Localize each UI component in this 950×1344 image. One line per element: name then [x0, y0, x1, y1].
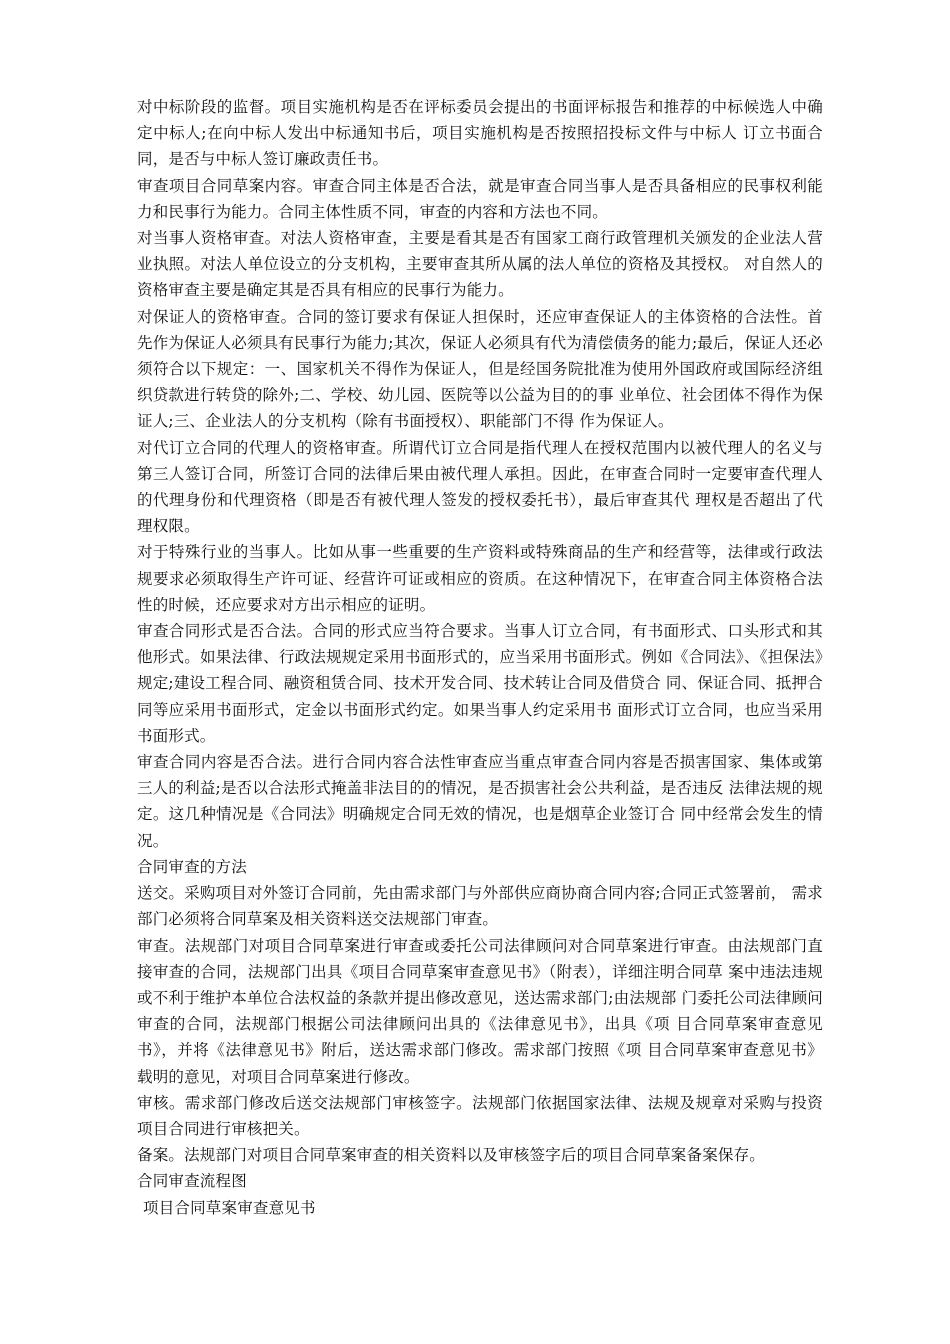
- paragraph-contract-form: 审查合同形式是否合法。合同的形式应当符合要求。当事人订立合同，有书面形式、口头形式和其他形式。如果法律、行政法规规定采用书面形式的，应当采用书面形式。例如《合同法》、《担保法》规定;建设工程合同、融资租赁合同、技术开发合同、技术转让合同及借贷合 同、保证合同、抵押合同等应采用书面形式，定金以书面形式约定。如果当事人约定采用书 面形式订立合同，也应当采用书面形式。: [137, 622, 823, 745]
- paragraph-party-qualification: 对当事人资格审查。对法人资格审查，主要是看其是否有国家工商行政管理机关颁发的企业法人营业执照。对法人单位设立的分支机构，主要审查其所从属的法人单位的资格及其授权。 对自然人的资格审查主要是确定其是否具有相应的民事行为能力。: [137, 229, 823, 300]
- paragraph-agent-qualification: 对代订立合同的代理人的资格审查。所谓代订立合同是指代理人在授权范围内以被代理人的名义与第三人签订合同，所签订合同的法律后果由被代理人承担。因此，在审查合同时一定要审查代理人的代理身份和代理资格（即是否有被代理人签发的授权委托书），最后审查其代 理权是否超出了代理权限。: [137, 438, 823, 536]
- paragraph-special-industry: 对于特殊行业的当事人。比如从事一些重要的生产资料或特殊商品的生产和经营等，法律或行政法规要求必须取得生产许可证、经营许可证或相应的资质。在这种情况下，在审查合同主体资格合法性的时候，还应要求对方出示相应的证明。: [137, 543, 823, 614]
- paragraph-submission: 送交。采购项目对外签订合同前，先由需求部门与外部供应商协商合同内容;合同正式签署前， 需求部门必须将合同草案及相关资料送交法规部门审查。: [137, 884, 823, 929]
- section-heading-flowchart: 合同审查流程图: [137, 1172, 247, 1191]
- paragraph-audit: 审核。需求部门修改后送交法规部门审核签字。法规部门依据国家法律、法规及规章对采购与投资项目合同进行审核把关。: [137, 1093, 823, 1138]
- section-heading-review-method: 合同审查的方法: [137, 857, 247, 876]
- document-body: [137, 94, 823, 1221]
- paragraph-bid-supervision: 对中标阶段的监督。项目实施机构是否在评标委员会提出的书面评标报告和推荐的中标候选人中确定中标人;在向中标人发出中标通知书后，项目实施机构是否按照招投标文件与中标人 订立书面合同，是否与中标人签订廉政责任书。: [137, 98, 823, 169]
- paragraph-review: 审查。法规部门对项目合同草案进行审查或委托公司法律顾问对合同草案进行审查。由法规部门直接审查的合同，法规部门出具《项目合同草案审查意见书》（附表），详细注明合同草 案中违法违规或不利于维护本单位合法权益的条款并提出修改意见，送达需求部门;由法规部 门委托公司法律顾问审查的合同，法规部门根据公司法律顾问出具的《法律意见书》，出具《项 目合同草案审查意见书》，并将《法律意见书》附后，送达需求部门修改。需求部门按照《项 目合同草案审查意见书》载明的意见，对项目合同草案进行修改。: [137, 936, 823, 1086]
- section-heading-opinion-form: 项目合同草案审查意见书: [143, 1198, 316, 1217]
- paragraph-guarantor-qualification: 对保证人的资格审查。合同的签订要求有保证人担保时，还应审查保证人的主体资格的合法性。首先作为保证人必须具有民事行为能力;其次，保证人必须具有代为清偿债务的能力;最后，保证人还必须符合以下规定：一、国家机关不得作为保证人，但是经国务院批准为使用外国政府或国际经济组织贷款进行转贷的除外;二、学校、幼儿园、医院等以公益为目的的事 业单位、社会团体不得作为保证人;三、企业法人的分支机构（除有书面授权）、职能部门不得 作为保证人。: [137, 307, 823, 431]
- paragraph-contract-content: 审查合同内容是否合法。进行合同内容合法性审查应当重点审查合同内容是否损害国家、集体或第三人的利益;是否以合法形式掩盖非法目的的情况，是否损害社会公共利益，是否违反 法律法规的规定。这几种情况是《合同法》明确规定合同无效的情况，也是烟草企业签订合 同中经常会发生的情况。: [137, 753, 823, 850]
- paragraph-filing: 备案。法规部门对项目合同草案审查的相关资料以及审核签字后的项目合同草案备案保存。: [137, 1146, 766, 1165]
- paragraph-contract-draft-review: 审查项目合同草案内容。审查合同主体是否合法，就是审查合同当事人是否具备相应的民事权利能力和民事行为能力。合同主体性质不同，审查的内容和方法也不同。: [137, 176, 823, 221]
